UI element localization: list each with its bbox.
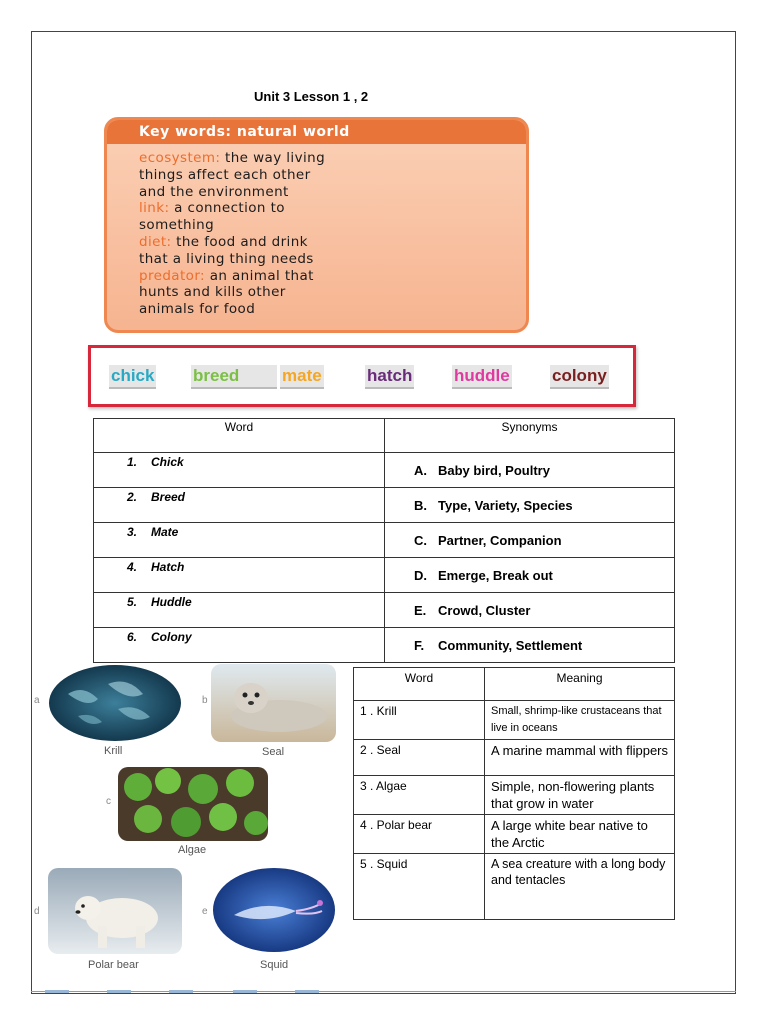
row-number: 6. (127, 630, 138, 644)
row-number: 3. (127, 525, 138, 539)
keyword-term: ecosystem: (139, 150, 221, 166)
picture-caption: Seal (262, 746, 285, 758)
meaning-cell: A large white bear native to the Arctic (485, 815, 675, 854)
table-header-row (354, 668, 675, 701)
picture-letter: e (202, 906, 208, 917)
keyword-def-line: hunts and kills other (139, 284, 286, 301)
row-letter: C. (414, 532, 427, 548)
syn-synonym-cell (385, 558, 675, 593)
row-word: Chick (151, 455, 184, 469)
row-synonyms: Partner, Companion (438, 532, 562, 548)
picture-caption: Polar bear (88, 959, 139, 971)
row-synonyms: Community, Settlement (438, 637, 583, 653)
row-synonyms: Baby bird, Poultry (438, 462, 550, 478)
keyword-term: diet: (139, 233, 172, 250)
row-synonyms: Emerge, Break out (438, 567, 553, 583)
table-row (94, 593, 675, 628)
meaning-word-cell: 2 . Seal (354, 740, 485, 776)
keyword-entry (139, 150, 526, 167)
meaning-word-cell: 4 . Polar bear (354, 815, 485, 854)
keyword-def: a connection to (169, 200, 285, 217)
row-word: Breed (151, 490, 186, 504)
row-synonyms: Type, Variety, Species (438, 497, 573, 513)
syn-word-cell (94, 593, 385, 628)
keyword-def: an animal that (205, 267, 314, 284)
table-row (354, 854, 675, 920)
wordbank-word-mate: mate (280, 365, 324, 389)
keywords-box (104, 117, 529, 333)
syn-word-cell (94, 628, 385, 663)
keyword-entry (139, 268, 526, 285)
polar-bear-image (48, 868, 182, 954)
meaning-word-cell: 3 . Algae (354, 776, 485, 815)
table-row (354, 740, 675, 776)
wordbank-word-hatch: hatch (365, 365, 414, 389)
syn-synonym-cell (385, 628, 675, 663)
header-meaning: Meaning (485, 668, 675, 701)
krill-image (48, 664, 182, 742)
syn-word-cell (94, 453, 385, 488)
keyword-def-line: and the environment (139, 183, 289, 200)
header-word: Word (94, 419, 385, 453)
page-title: Unit 3 Lesson 1 , 2 (254, 89, 369, 104)
keyword-def: the way living (220, 150, 326, 166)
keyword-def: the food and drink (171, 233, 308, 250)
wordbank-word-breed: breed (191, 365, 277, 389)
keyword-def-line: things affect each other (139, 166, 311, 183)
table-row (354, 815, 675, 854)
picture-caption: Squid (260, 959, 289, 971)
picture-letter: b (202, 695, 208, 706)
row-letter: D. (414, 567, 427, 583)
keyword-entry (139, 234, 526, 251)
row-number: 4. (127, 560, 138, 574)
syn-synonym-cell (385, 488, 675, 523)
syn-word-cell (94, 488, 385, 523)
meaning-cell: Small, shrimp-like crustaceans that live in oceans (485, 701, 675, 740)
row-number: 5. (127, 595, 138, 609)
row-word: Huddle (151, 595, 192, 609)
keyword-term: link: (139, 200, 170, 217)
keywords-body (107, 144, 526, 318)
algae-image (118, 767, 268, 841)
meaning-cell: Simple, non-flowering plants that grow in water (485, 776, 675, 815)
syn-synonym-cell (385, 523, 675, 558)
picture-letter: a (34, 695, 40, 706)
keyword-def-line: something (139, 217, 215, 234)
table-row (94, 628, 675, 663)
wordbank-word-huddle: huddle (452, 365, 512, 389)
meaning-table (353, 667, 675, 920)
word-bank (88, 345, 636, 407)
row-letter: F. (414, 637, 425, 653)
table-row (94, 558, 675, 593)
row-word: Hatch (151, 560, 185, 574)
keyword-def-line: that a living thing needs (139, 250, 314, 267)
seal-image (211, 664, 336, 742)
meaning-word-cell: 5 . Squid (354, 854, 485, 920)
syn-word-cell (94, 523, 385, 558)
picture-caption: Krill (104, 745, 123, 757)
row-word: Mate (151, 525, 179, 539)
table-row (354, 701, 675, 740)
keywords-heading: Key words: natural world (107, 120, 526, 144)
table-row (354, 776, 675, 815)
picture-letter: d (34, 906, 40, 917)
table-header-row (94, 419, 675, 453)
meaning-cell: A sea creature with a long body and tentacles (485, 854, 675, 920)
keyword-def-line: animals for food (139, 301, 256, 318)
wordbank-word-chick: chick (109, 365, 156, 389)
synonym-table (93, 418, 675, 663)
meaning-cell: A marine mammal with flippers (485, 740, 675, 776)
header-synonyms: Synonyms (385, 419, 675, 453)
picture-letter: c (106, 796, 111, 807)
table-row (94, 523, 675, 558)
wordbank-word-colony: colony (550, 365, 609, 389)
row-synonyms: Crowd, Cluster (438, 602, 531, 618)
picture-caption: Algae (178, 844, 207, 856)
squid-image (212, 867, 336, 953)
bottom-strip (31, 991, 736, 998)
meaning-word-cell: 1 . Krill (354, 701, 485, 740)
table-row (94, 453, 675, 488)
syn-synonym-cell (385, 593, 675, 628)
row-number: 2. (127, 490, 138, 504)
row-letter: A. (414, 462, 427, 478)
table-row (94, 488, 675, 523)
keyword-term: predator: (139, 267, 205, 284)
syn-synonym-cell (385, 453, 675, 488)
row-letter: E. (414, 602, 427, 618)
row-word: Colony (151, 630, 192, 644)
keyword-entry (139, 200, 526, 217)
header-word: Word (354, 668, 485, 701)
row-letter: B. (414, 497, 427, 513)
row-number: 1. (127, 455, 138, 469)
syn-word-cell (94, 558, 385, 593)
